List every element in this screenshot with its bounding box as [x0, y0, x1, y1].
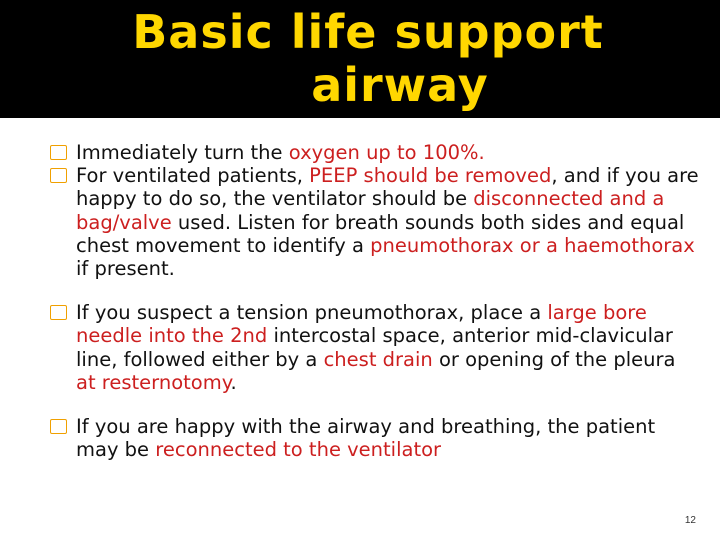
- slide-title: [0, 6, 720, 112]
- bullet-segment-highlight: chest drain: [323, 347, 433, 371]
- bullet-text: [76, 301, 675, 394]
- bullet-marker-icon: [50, 419, 67, 434]
- bullet-segment: Immediately turn the: [76, 141, 289, 164]
- bullet-segment: intercostal space, anterior mid-clavicular line, followed either by a: [76, 324, 673, 371]
- bullet-segment-highlight: pneumothorax or a haemothorax: [370, 233, 695, 257]
- page-number: 12: [684, 515, 696, 526]
- bullet-segment-highlight: large bore needle into the 2nd: [76, 301, 647, 348]
- slide-title-line-1: Basic life support: [132, 5, 604, 59]
- bullet-segment-highlight: oxygen up to 100%.: [288, 141, 485, 164]
- bullet-segment: used. Listen for breath sounds both sides and equal chest movement to identify a: [76, 210, 685, 257]
- bullet-item: [50, 164, 700, 280]
- bullet-segment-highlight: reconnected to the ventilator: [155, 438, 442, 462]
- bullet-segment: or opening of the pleura: [432, 347, 676, 371]
- bullet-marker-icon: [50, 305, 67, 320]
- bullet-item: [50, 301, 700, 394]
- bullet-item: [50, 141, 700, 164]
- bullet-segment: If you are happy with the airway and breathing, the patient may be: [76, 415, 656, 462]
- bullet-segment: if present.: [76, 257, 175, 281]
- bullet-list: [50, 141, 700, 461]
- bullet-segment: .: [230, 370, 237, 394]
- bullet-segment-highlight: at resternotomy: [76, 370, 231, 394]
- bullet-text: [76, 415, 655, 461]
- bullet-segment: , and if you are happy to do so, the ventilator should be: [76, 164, 699, 211]
- bullet-marker-icon: [50, 168, 67, 183]
- bullet-segment-highlight: disconnected and a bag/valve: [76, 187, 665, 234]
- bullet-spacer: [50, 280, 700, 301]
- bullet-segment: For ventilated patients,: [76, 164, 310, 188]
- bullet-text: [76, 164, 699, 280]
- bullet-spacer: [50, 394, 700, 415]
- slide-title-line-2: airway: [311, 58, 489, 112]
- bullet-marker-icon: [50, 145, 67, 160]
- bullet-text: [76, 141, 485, 164]
- bullet-segment: If you suspect a tension pneumothorax, place a: [76, 301, 548, 325]
- bullet-segment-highlight: PEEP should be removed: [309, 164, 552, 188]
- bullet-item: [50, 415, 700, 461]
